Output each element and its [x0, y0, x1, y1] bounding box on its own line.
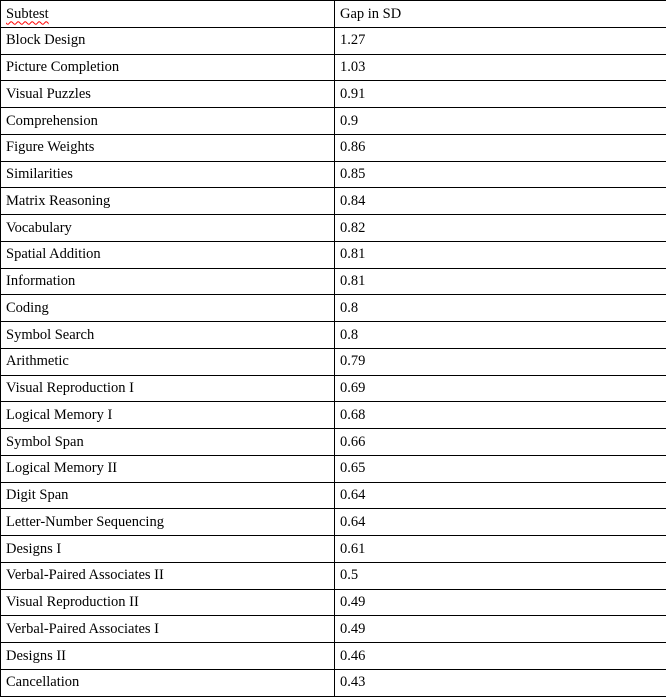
- subtest-cell: Symbol Span: [1, 429, 335, 456]
- table-row: [1, 536, 666, 563]
- gap-cell: 0.81: [335, 241, 666, 268]
- table-row: [1, 348, 666, 375]
- table-row: [1, 322, 666, 349]
- table-row: [1, 81, 666, 108]
- gap-cell: 0.43: [335, 669, 666, 696]
- table-row: [1, 562, 666, 589]
- column-header-subtest: [1, 1, 335, 28]
- subtest-cell: Spatial Addition: [1, 241, 335, 268]
- table-row: [1, 161, 666, 188]
- subtest-cell: Information: [1, 268, 335, 295]
- gap-cell: 1.27: [335, 27, 666, 54]
- subtest-cell: Picture Completion: [1, 54, 335, 81]
- header-row: [1, 1, 666, 28]
- subtest-cell: Matrix Reasoning: [1, 188, 335, 215]
- table-row: [1, 134, 666, 161]
- gap-cell: 0.81: [335, 268, 666, 295]
- gap-cell: 0.66: [335, 429, 666, 456]
- table-body: [1, 27, 666, 696]
- table-row: [1, 402, 666, 429]
- subtest-cell: Symbol Search: [1, 322, 335, 349]
- subtest-cell: Visual Puzzles: [1, 81, 335, 108]
- subtest-cell: Vocabulary: [1, 215, 335, 242]
- subtest-cell: Cancellation: [1, 669, 335, 696]
- table-row: [1, 268, 666, 295]
- subtest-cell: Verbal-Paired Associates I: [1, 616, 335, 643]
- table-row: [1, 669, 666, 696]
- subtest-cell: Logical Memory I: [1, 402, 335, 429]
- subtest-cell: Designs I: [1, 536, 335, 563]
- subtest-cell: Digit Span: [1, 482, 335, 509]
- gap-cell: 0.85: [335, 161, 666, 188]
- subtest-header-label: Subtest: [6, 6, 49, 22]
- gap-cell: 1.03: [335, 54, 666, 81]
- gap-cell: 0.64: [335, 509, 666, 536]
- table-row: [1, 375, 666, 402]
- subtest-cell: Designs II: [1, 643, 335, 670]
- table-row: [1, 589, 666, 616]
- table-row: [1, 241, 666, 268]
- subtest-cell: Block Design: [1, 27, 335, 54]
- table-row: [1, 215, 666, 242]
- gap-cell: 0.86: [335, 134, 666, 161]
- subtest-cell: Arithmetic: [1, 348, 335, 375]
- gap-cell: 0.91: [335, 81, 666, 108]
- table-row: [1, 616, 666, 643]
- gap-cell: 0.8: [335, 322, 666, 349]
- subtest-cell: Verbal-Paired Associates II: [1, 562, 335, 589]
- table-row: [1, 27, 666, 54]
- gap-cell: 0.5: [335, 562, 666, 589]
- table-row: [1, 643, 666, 670]
- subtest-cell: Visual Reproduction I: [1, 375, 335, 402]
- gap-cell: 0.65: [335, 455, 666, 482]
- subtest-cell: Coding: [1, 295, 335, 322]
- subtest-cell: Visual Reproduction II: [1, 589, 335, 616]
- table-row: [1, 429, 666, 456]
- table-row: [1, 54, 666, 81]
- gap-cell: 0.68: [335, 402, 666, 429]
- table-row: [1, 295, 666, 322]
- gap-cell: 0.8: [335, 295, 666, 322]
- table-row: [1, 455, 666, 482]
- subtest-cell: Letter-Number Sequencing: [1, 509, 335, 536]
- gap-cell: 0.82: [335, 215, 666, 242]
- table-row: [1, 482, 666, 509]
- subtest-cell: Comprehension: [1, 108, 335, 135]
- gap-header-label: Gap in SD: [340, 6, 401, 22]
- subtest-cell: Similarities: [1, 161, 335, 188]
- gap-cell: 0.9: [335, 108, 666, 135]
- table-row: [1, 509, 666, 536]
- gap-cell: 0.49: [335, 616, 666, 643]
- gap-cell: 0.46: [335, 643, 666, 670]
- subtest-cell: Figure Weights: [1, 134, 335, 161]
- table-row: [1, 188, 666, 215]
- gap-cell: 0.84: [335, 188, 666, 215]
- gap-cell: 0.64: [335, 482, 666, 509]
- gap-cell: 0.79: [335, 348, 666, 375]
- gap-cell: 0.61: [335, 536, 666, 563]
- gap-cell: 0.69: [335, 375, 666, 402]
- column-header-gap-in-sd: [335, 1, 666, 28]
- subtest-cell: Logical Memory II: [1, 455, 335, 482]
- gap-cell: 0.49: [335, 589, 666, 616]
- table-row: [1, 108, 666, 135]
